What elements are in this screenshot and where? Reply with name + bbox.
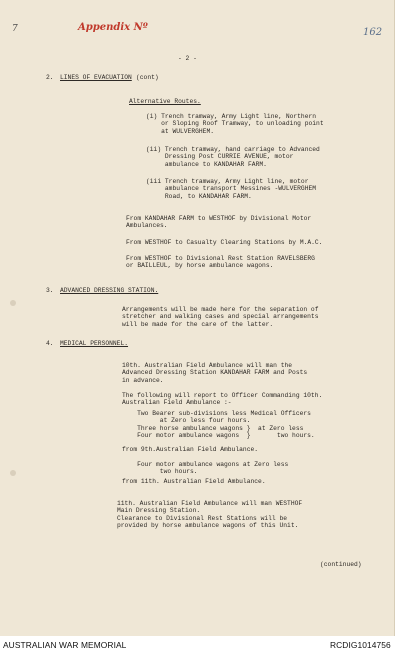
evacuation-paragraph-1: From KANDAHAR FARM to WESTHOF by Divisional Motor Ambulances.: [126, 215, 312, 230]
footer-record-id: RCDIG1014756: [330, 640, 391, 650]
section-4-number: 4.: [46, 340, 54, 347]
page-header-dash: - 2 -: [178, 55, 197, 62]
folio-number: 7: [12, 24, 18, 34]
section-2-number: 2.: [46, 74, 54, 81]
footer-archive-name: AUSTRALIAN WAR MEMORIAL: [3, 640, 127, 650]
route-item-ii: (ii) Trench tramway, hand carriage to Advanced Dressing Post CURRIE AVENUE, motor ambulance to KANDAHAR FARM.: [146, 146, 320, 168]
section-4-heading: MEDICAL PERSONNEL.: [60, 340, 129, 347]
from-11th-ambulance: from 11th. Australian Field Ambulance.: [122, 478, 266, 485]
continued-note: (continued): [320, 561, 362, 568]
personnel-list-b: Four motor ambulance wagons at Zero less two hours.: [137, 461, 289, 476]
section-3-number: 3.: [46, 287, 54, 294]
section-4-paragraph-1: 10th. Australian Field Ambulance will man the Advanced Dressing Station KANDAHAR FARM and Posts in advance.: [122, 362, 308, 384]
section-4-paragraph-3: 11th. Australian Field Ambulance will man WESTHOF Main Dressing Station. Clearance to Divisional Rest Stations will be provided by horse ambulance wagons of this Unit.: [117, 500, 303, 530]
route-item-iii: (iii Trench tramway, Army Light line, motor ambulance transport Messines -WULVERGHEM Road, to KANDAHAR FARM.: [146, 178, 317, 200]
section-3-heading: ADVANCED DRESSING STATION.: [60, 287, 159, 294]
appendix-mark: Appendix Nº: [78, 22, 148, 33]
section-2-heading-suffix: (cont): [136, 74, 159, 81]
section-3-paragraph: Arrangements will be made here for the separation of stretcher and walking cases and special arrangements will be made for the care of the latter.: [122, 306, 319, 328]
evacuation-paragraph-3: From WESTHOF to Divisional Rest Station RAVELSBERG or BAILLEUL, by horse ambulance wagons.: [126, 255, 315, 270]
section-2-heading: LINES OF EVACUATION: [60, 74, 132, 81]
route-item-i: (i) Trench tramway, Army Light line, Northern or Sloping Roof Tramway, to unloading point at WULVERGHEM.: [146, 113, 324, 135]
evacuation-paragraph-2: From WESTHOF to Casualty Clearing Stations by M.A.C.: [126, 239, 323, 246]
personnel-list-a: Two Bearer sub-divisions less Medical Officers at Zero less four hours. Three horse ambulance wagons } at Zero less Four motor ambulance wagons } two hours.: [137, 410, 315, 440]
page-number-stamp: 162: [363, 27, 383, 38]
section-4-paragraph-2: The following will report to Officer Commanding 10th. Australian Field Ambulance :-: [122, 392, 323, 407]
from-9th-ambulance: from 9th.Australian Field Ambulance.: [122, 446, 259, 453]
punch-hole: [10, 300, 16, 306]
punch-hole: [10, 470, 16, 476]
alternative-routes-subheading: Alternative Routes.: [129, 98, 201, 105]
